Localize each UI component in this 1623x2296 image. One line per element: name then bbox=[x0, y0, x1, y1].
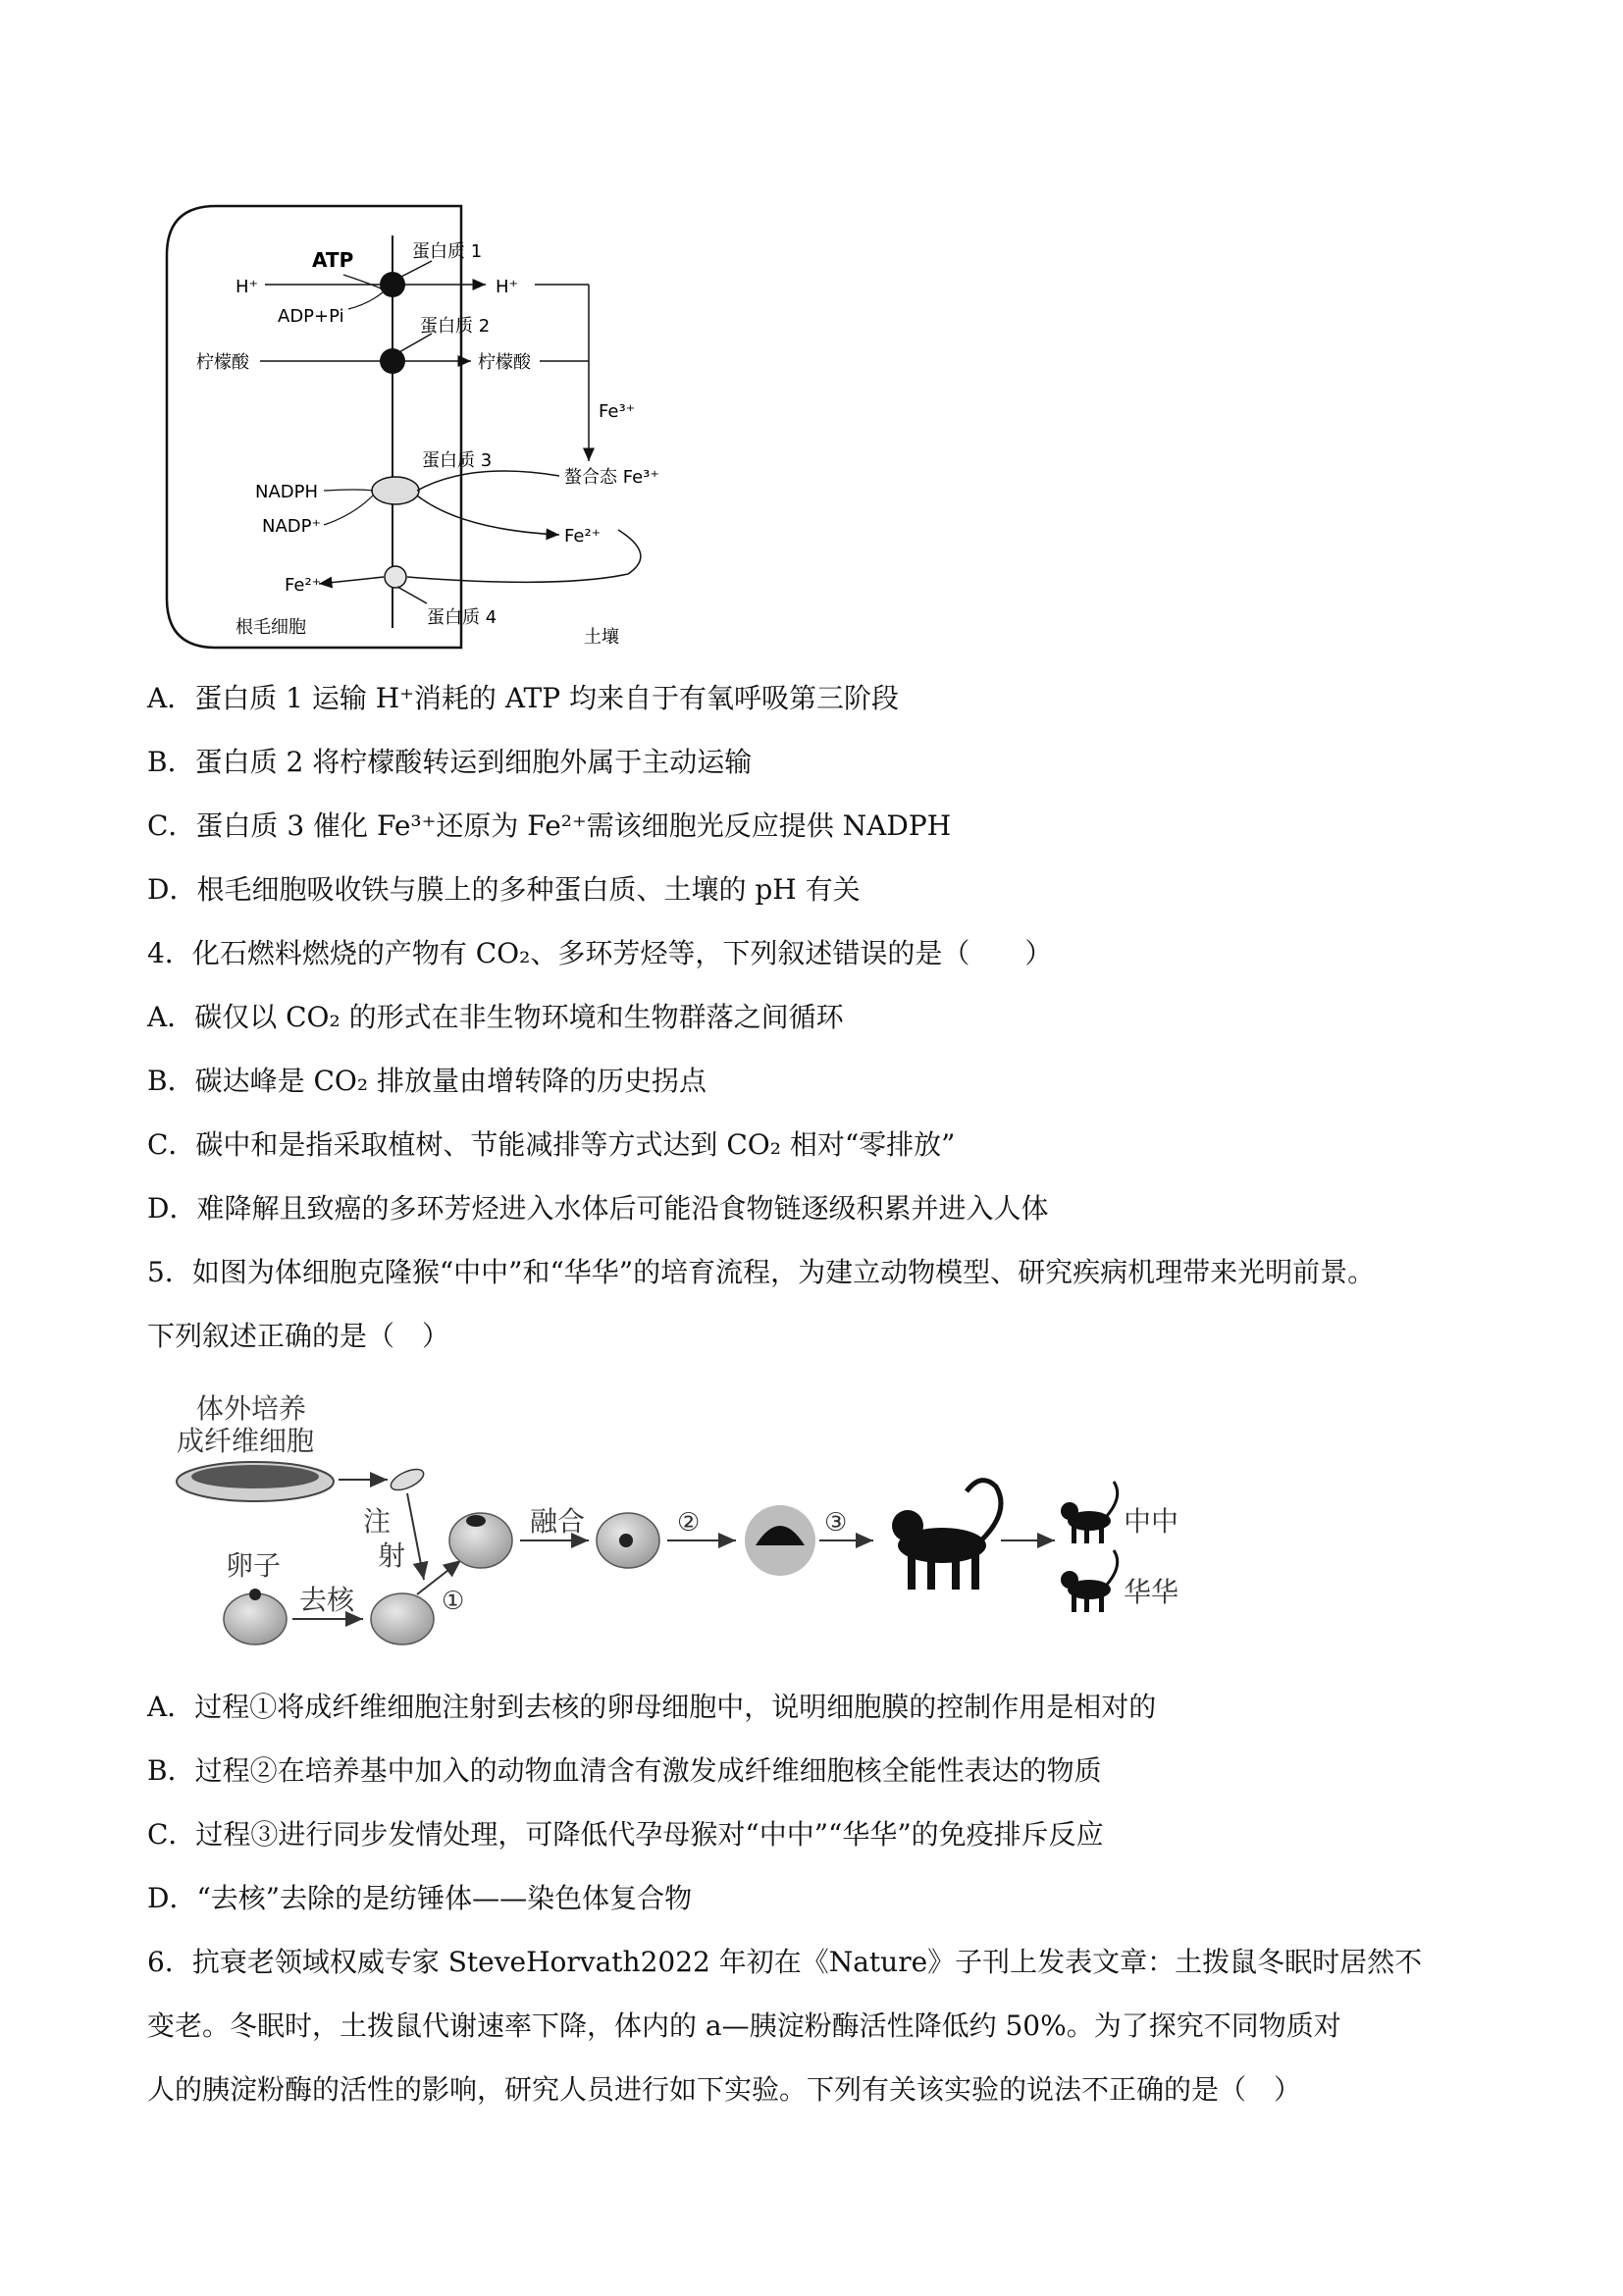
q5-option-d: D．“去核”去除的是纺锤体——染色体复合物 bbox=[147, 1882, 693, 1914]
single-fibroblast bbox=[388, 1465, 426, 1494]
q4-option-a: A．碳仅以 CO₂ 的形式在非生物环境和生物群落之间循环 bbox=[147, 1001, 844, 1033]
q3-option-a: A．蛋白质 1 运输 H⁺消耗的 ATP 均来自于有氧呼吸第三阶段 bbox=[147, 682, 899, 714]
h-out-label: H⁺ bbox=[496, 277, 519, 297]
protein2-label: 蛋白质 2 bbox=[420, 316, 491, 337]
q4-option-b: B．碳达峰是 CO₂ 排放量由增转降的历史拐点 bbox=[147, 1065, 707, 1097]
q6-line1: 6．抗衰老领域权威专家 SteveHorvath2022 年初在《Nature》子刊上发表文章：土拨鼠冬眠时居然不 bbox=[147, 1946, 1423, 1978]
adp-pi-label: ADP+Pi bbox=[278, 306, 344, 327]
zhongzhong-label: 中中 bbox=[1124, 1505, 1179, 1538]
enucleate-label: 去核 bbox=[299, 1584, 355, 1616]
fusion-label: 融合 bbox=[530, 1505, 586, 1538]
root-hair-cell-label: 根毛细胞 bbox=[236, 617, 306, 638]
inject-label-1: 注 bbox=[363, 1505, 392, 1538]
fe3-label: Fe³⁺ bbox=[599, 401, 636, 422]
nadph-label: NADPH bbox=[255, 482, 319, 502]
baby-monkey-zhongzhong bbox=[1061, 1482, 1118, 1543]
step1-label: ① bbox=[442, 1587, 465, 1616]
q5-option-a: A．过程①将成纤维细胞注射到去核的卵母细胞中，说明细胞膜的控制作用是相对的 bbox=[147, 1691, 1157, 1723]
enucleated-egg bbox=[371, 1593, 434, 1644]
protein4-marker bbox=[385, 566, 406, 588]
protein4-label: 蛋白质 4 bbox=[427, 607, 497, 628]
citric-in-label: 柠檬酸 bbox=[196, 352, 249, 373]
protein1-label: 蛋白质 1 bbox=[412, 241, 483, 262]
q4-option-d: D．难降解且致癌的多环芳烃进入水体后可能沿食物链逐级积累并进入人体 bbox=[147, 1192, 1049, 1225]
egg-cell bbox=[224, 1593, 287, 1644]
huahua-label: 华华 bbox=[1124, 1576, 1179, 1608]
q3-option-c: C．蛋白质 3 催化 Fe³⁺还原为 Fe²⁺需该细胞光反应提供 NADPH bbox=[147, 809, 952, 842]
surrogate-monkey bbox=[892, 1481, 1001, 1590]
culture-label-2: 成纤维细胞 bbox=[177, 1425, 315, 1457]
baby-monkey-huahua bbox=[1061, 1550, 1118, 1612]
fibroblast-cells bbox=[191, 1465, 319, 1488]
egg-label: 卵子 bbox=[226, 1549, 282, 1582]
q4-stem: 4．化石燃料燃烧的产物有 CO₂、多环芳烃等，下列叙述错误的是（ ） bbox=[147, 937, 1053, 969]
protein3-label: 蛋白质 3 bbox=[422, 450, 493, 471]
q6-line3: 人的胰淀粉酶的活性的影响，研究人员进行如下实验。下列有关该实验的说法不正确的是（ ） bbox=[147, 2073, 1302, 2106]
atp-label: ATP bbox=[312, 248, 354, 272]
q5-stem-line1: 5．如图为体细胞克隆猴“中中”和“华华”的培育流程，为建立动物模型、研究疾病机理带来光明前景。 bbox=[147, 1256, 1376, 1288]
q4-option-c: C．碳中和是指采取植树、节能减排等方式达到 CO₂ 相对“零排放” bbox=[147, 1128, 956, 1161]
q5-option-b: B．过程②在培养基中加入的动物血清含有激发成纤维细胞核全能性表达的物质 bbox=[147, 1754, 1102, 1787]
protein3-marker bbox=[372, 477, 419, 504]
iron-uptake-diagram bbox=[147, 196, 697, 657]
cloning-flow-diagram bbox=[167, 1383, 1207, 1648]
culture-label-1: 体外培养 bbox=[196, 1392, 307, 1425]
step3-label: ③ bbox=[824, 1508, 848, 1538]
step2-label: ② bbox=[677, 1508, 701, 1538]
chelated-fe3-label: 螯合态 Fe³⁺ bbox=[564, 467, 659, 488]
q5-option-c: C．过程③进行同步发情处理，可降低代孕母猴对“中中”“华华”的免疫排斥反应 bbox=[147, 1818, 1104, 1851]
fe2-in-label: Fe²⁺ bbox=[285, 575, 322, 596]
protein2-marker bbox=[380, 348, 405, 374]
protein1-marker bbox=[380, 272, 405, 297]
q5-stem-line2: 下列叙述正确的是（ ） bbox=[147, 1320, 450, 1352]
h-in-label: H⁺ bbox=[236, 277, 259, 297]
citric-out-label: 柠檬酸 bbox=[478, 352, 531, 373]
q3-option-b: B．蛋白质 2 将柠檬酸转运到细胞外属于主动运输 bbox=[147, 746, 753, 778]
q3-option-d: D．根毛细胞吸收铁与膜上的多种蛋白质、土壤的 pH 有关 bbox=[147, 873, 861, 906]
nadp-label: NADP⁺ bbox=[262, 516, 321, 537]
inject-label-2: 射 bbox=[378, 1539, 406, 1572]
q6-line2: 变老。冬眠时，土拨鼠代谢速率下降，体内的 a—胰淀粉酶活性降低约 50%。为了探究不同物质对 bbox=[147, 2009, 1341, 2042]
fe2-out-label: Fe²⁺ bbox=[564, 526, 602, 547]
soil-label: 土壤 bbox=[584, 627, 619, 648]
